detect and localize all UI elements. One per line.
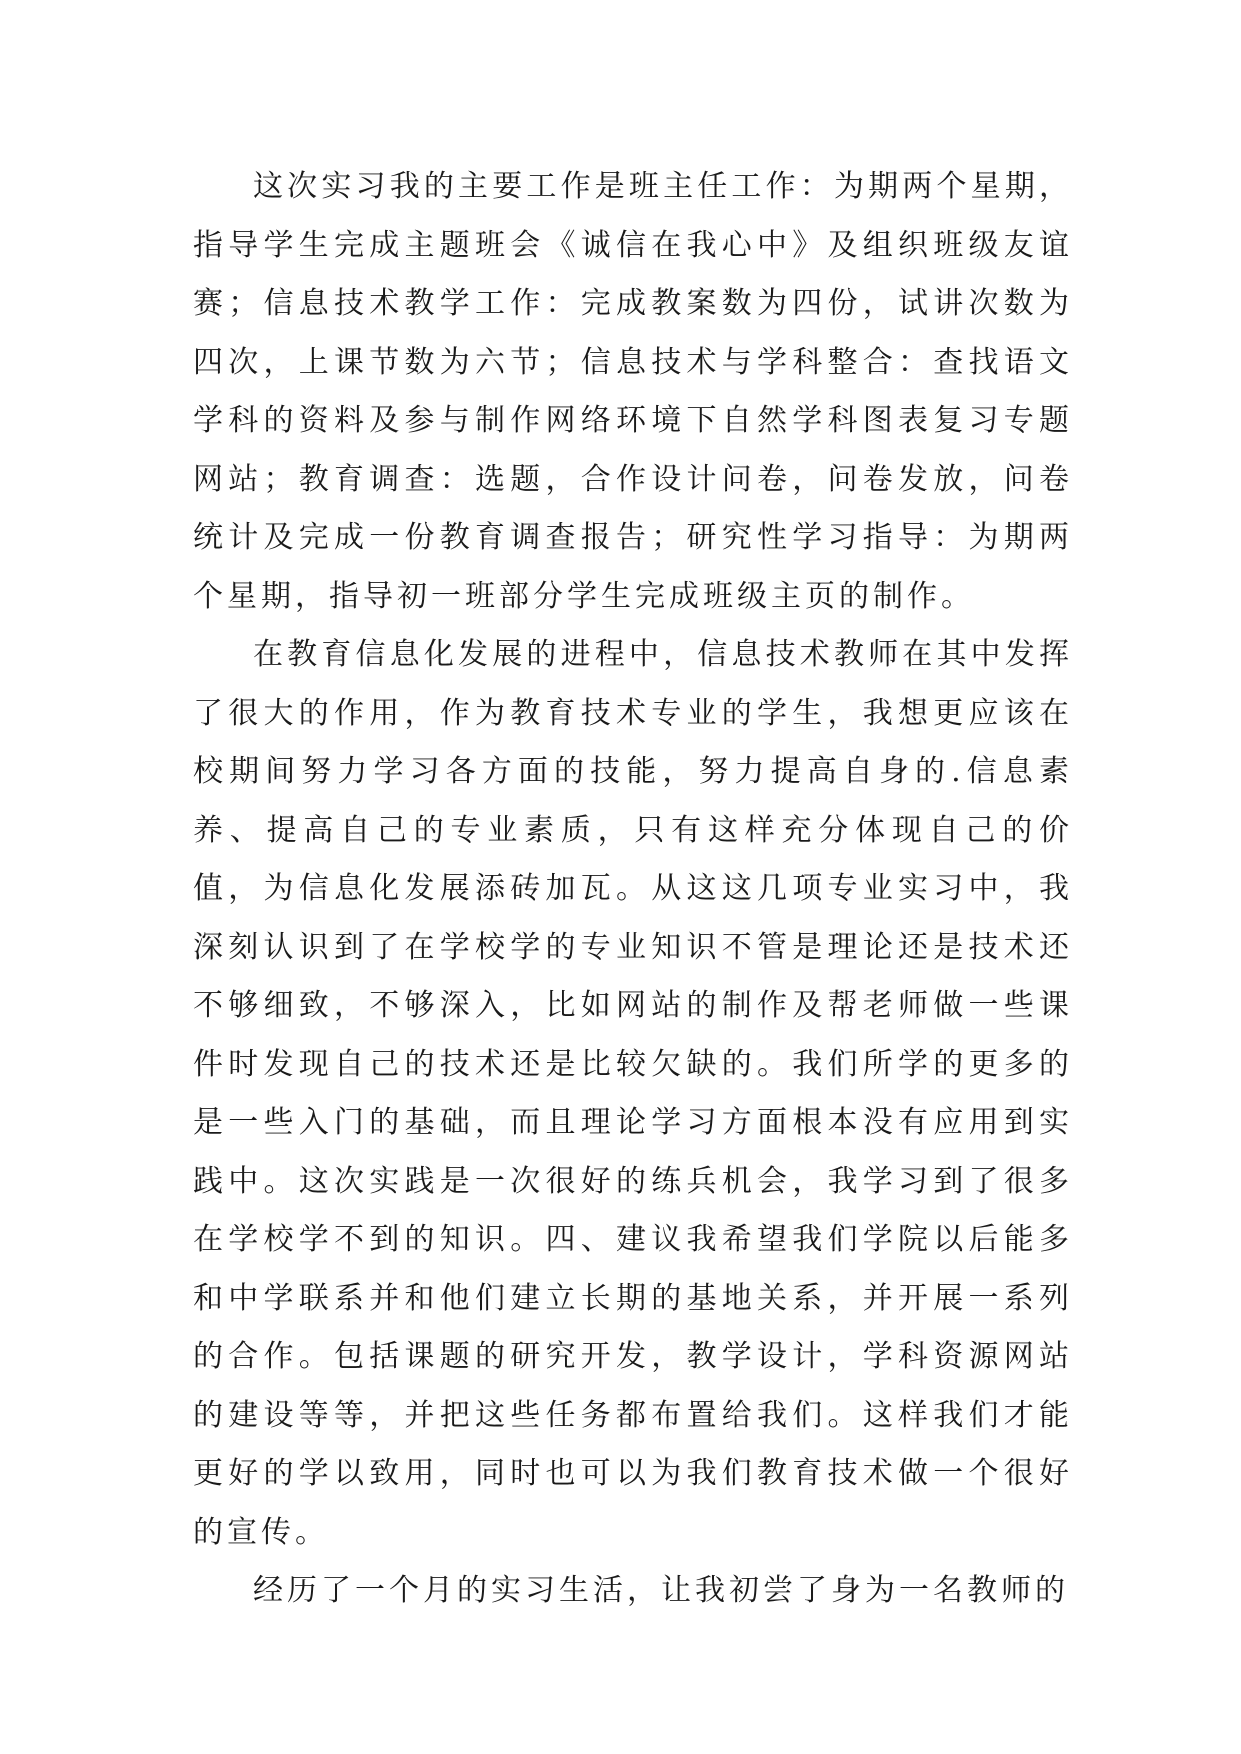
paragraph-work-summary: 这次实习我的主要工作是班主任工作：为期两个星期，指导学生完成主题班会《诚信在我心中》及组织班级友谊赛；信息技术教学工作：完成教案数为四份，试讲次数为四次，上课节数为六节；信息技术与学科整合：查找语文学科的资料及参与制作网络环境下自然学科图表复习专题网站；教育调查：选题，合作设计问卷，问卷发放，问卷统计及完成一份教育调查报告；研究性学习指导：为期两个星期，指导初一班部分学生完成班级主页的制作。 xyxy=(193,169,1073,614)
document-body xyxy=(193,158,1073,1621)
paragraph-conclusion: 经历了一个月的实习生活，让我初尝了身为一名教师的 xyxy=(253,1573,1069,1608)
paragraph-reflection: 在教育信息化发展的进程中，信息技术教师在其中发挥了很大的作用，作为教育技术专业的学生，我想更应该在校期间努力学习各方面的技能，努力提高自身的.信息素养、提高自己的专业素质，只有这样充分体现自己的价值，为信息化发展添砖加瓦。从这这几项专业实习中，我深刻认识到了在学校学的专业知识不管是理论还是技术还不够细致，不够深入，比如网站的制作及帮老师做一些课件时发现自己的技术还是比较欠缺的。我们所学的更多的是一些入门的基础，而且理论学习方面根本没有应用到实践中。这次实践是一次很好的练兵机会，我学习到了很多在学校学不到的知识。四、建议我希望我们学院以后能多和中学联系并和他们建立长期的基地关系，并开展一系列的合作。包括课题的研究开发，教学设计，学科资源网站的建设等等，并把这些任务都布置给我们。这样我们才能更好的学以致用，同时也可以为我们教育技术做一个很好的宣传。 xyxy=(193,637,1073,1550)
